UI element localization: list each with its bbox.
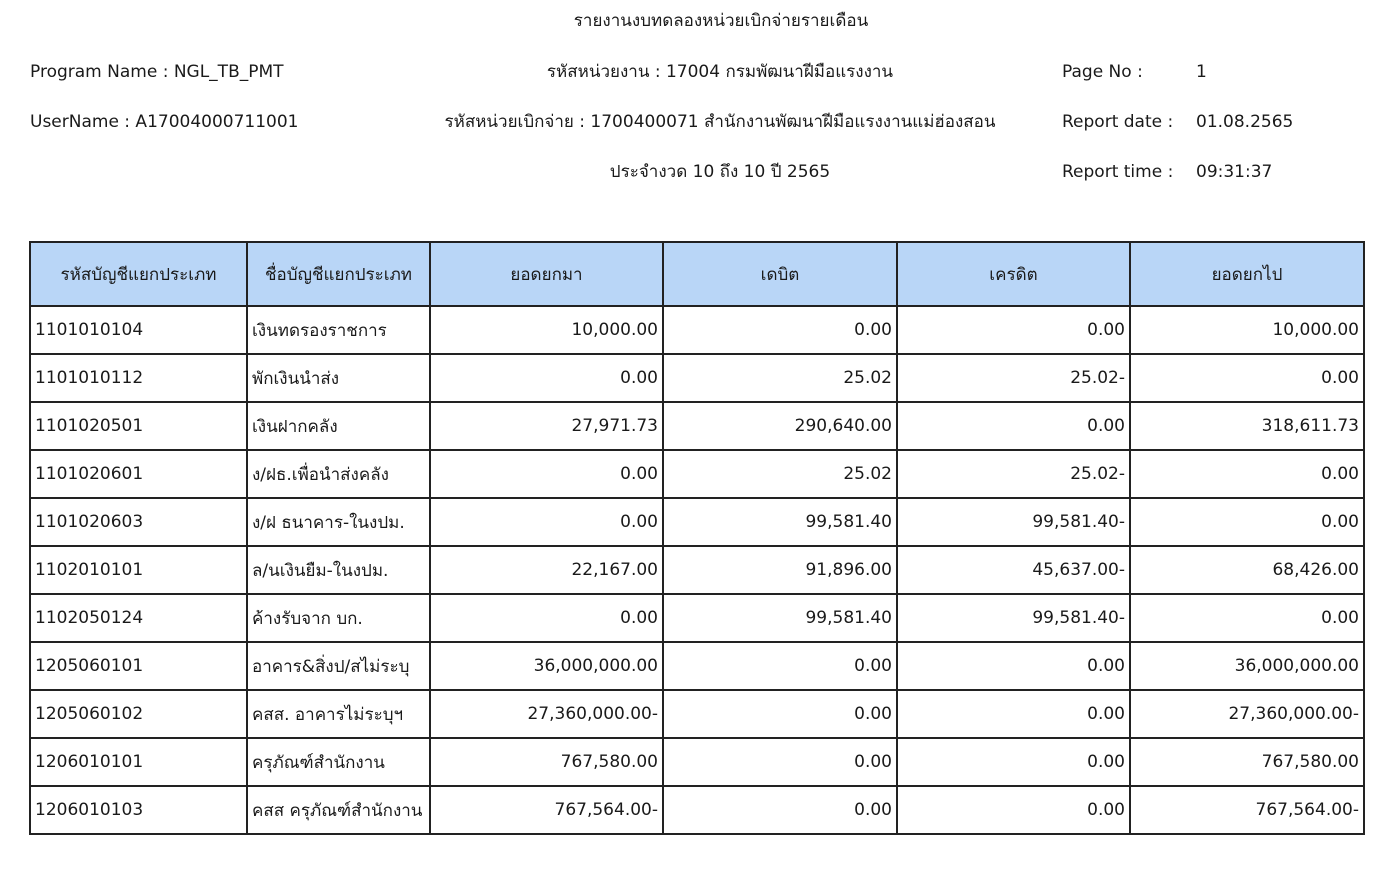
table-row <box>30 690 1364 738</box>
trial-balance-table <box>29 241 1365 835</box>
account-code-cell: 1101020603 <box>30 498 247 546</box>
brought-forward-cell: 27,971.73 <box>430 402 663 450</box>
page-no-label: Page No : <box>1062 62 1143 82</box>
debit-cell: 0.00 <box>663 306 897 354</box>
column-header-brought-forward: ยอดยกมา <box>430 242 663 306</box>
debit-cell: 25.02 <box>663 354 897 402</box>
account-code-cell: 1101010112 <box>30 354 247 402</box>
carried-forward-cell: 318,611.73 <box>1130 402 1364 450</box>
brought-forward-cell: 36,000,000.00 <box>430 642 663 690</box>
account-code-cell: 1205060102 <box>30 690 247 738</box>
program-name: Program Name : NGL_TB_PMT <box>30 62 284 82</box>
credit-cell: 0.00 <box>897 690 1130 738</box>
debit-cell: 0.00 <box>663 786 897 834</box>
carried-forward-cell: 767,564.00- <box>1130 786 1364 834</box>
credit-cell: 45,637.00- <box>897 546 1130 594</box>
account-code-cell: 1102050124 <box>30 594 247 642</box>
carried-forward-cell: 0.00 <box>1130 354 1364 402</box>
credit-cell: 99,581.40- <box>897 594 1130 642</box>
debit-cell: 25.02 <box>663 450 897 498</box>
debit-cell: 0.00 <box>663 690 897 738</box>
table-row <box>30 498 1364 546</box>
account-name-cell: ค้างรับจาก บก. <box>247 594 430 642</box>
account-name-cell: เงินฝากคลัง <box>247 402 430 450</box>
page-no-value: 1 <box>1196 62 1207 82</box>
credit-cell: 0.00 <box>897 402 1130 450</box>
account-name-cell: คสส. อาคารไม่ระบุฯ <box>247 690 430 738</box>
table-row <box>30 450 1364 498</box>
table-row <box>30 594 1364 642</box>
column-header-debit: เดบิต <box>663 242 897 306</box>
account-code-cell: 1205060101 <box>30 642 247 690</box>
report-period: ประจำงวด 10 ถึง 10 ปี 2565 <box>609 162 831 182</box>
brought-forward-cell: 767,564.00- <box>430 786 663 834</box>
account-code-cell: 1206010103 <box>30 786 247 834</box>
account-name-cell: อาคาร&สิ่งป/สไม่ระบุ <box>247 642 430 690</box>
debit-cell: 0.00 <box>663 738 897 786</box>
account-code-cell: 1101020601 <box>30 450 247 498</box>
table-row <box>30 402 1364 450</box>
account-name-cell: ง/ฝธ.เพื่อนำส่งคลัง <box>247 450 430 498</box>
disbursing-unit: รหัสหน่วยเบิกจ่าย : 1700400071 สำนักงานพัฒนาฝีมือแรงงานแม่ฮ่องสอน <box>444 112 996 132</box>
credit-cell: 0.00 <box>897 642 1130 690</box>
debit-cell: 99,581.40 <box>663 594 897 642</box>
report-date-label: Report date : <box>1062 112 1174 132</box>
carried-forward-cell: 36,000,000.00 <box>1130 642 1364 690</box>
carried-forward-cell: 0.00 <box>1130 594 1364 642</box>
account-code-cell: 1101020501 <box>30 402 247 450</box>
debit-cell: 290,640.00 <box>663 402 897 450</box>
carried-forward-cell: 0.00 <box>1130 450 1364 498</box>
agency-code: รหัสหน่วยงาน : 17004 กรมพัฒนาฝีมือแรงงาน <box>546 62 894 82</box>
debit-cell: 0.00 <box>663 642 897 690</box>
carried-forward-cell: 767,580.00 <box>1130 738 1364 786</box>
credit-cell: 25.02- <box>897 354 1130 402</box>
brought-forward-cell: 27,360,000.00- <box>430 690 663 738</box>
table-body <box>30 306 1364 834</box>
credit-cell: 25.02- <box>897 450 1130 498</box>
credit-cell: 0.00 <box>897 738 1130 786</box>
column-header-credit: เครดิต <box>897 242 1130 306</box>
account-name-cell: ล/นเงินยืม-ในงปม. <box>247 546 430 594</box>
brought-forward-cell: 767,580.00 <box>430 738 663 786</box>
credit-cell: 0.00 <box>897 306 1130 354</box>
account-name-cell: พักเงินนำส่ง <box>247 354 430 402</box>
brought-forward-cell: 22,167.00 <box>430 546 663 594</box>
brought-forward-cell: 0.00 <box>430 498 663 546</box>
table-row <box>30 354 1364 402</box>
debit-cell: 99,581.40 <box>663 498 897 546</box>
column-header-account-code: รหัสบัญชีแยกประเภท <box>30 242 247 306</box>
credit-cell: 0.00 <box>897 786 1130 834</box>
table-row <box>30 786 1364 834</box>
report-time-value: 09:31:37 <box>1196 162 1273 182</box>
report-date-value: 01.08.2565 <box>1196 112 1294 132</box>
carried-forward-cell: 0.00 <box>1130 498 1364 546</box>
account-name-cell: คสส ครุภัณฑ์สำนักงาน <box>247 786 430 834</box>
account-name-cell: ครุภัณฑ์สำนักงาน <box>247 738 430 786</box>
table-row <box>30 546 1364 594</box>
report-time-label: Report time : <box>1062 162 1174 182</box>
brought-forward-cell: 0.00 <box>430 354 663 402</box>
account-code-cell: 1206010101 <box>30 738 247 786</box>
table-row <box>30 642 1364 690</box>
debit-cell: 91,896.00 <box>663 546 897 594</box>
carried-forward-cell: 10,000.00 <box>1130 306 1364 354</box>
table-row <box>30 306 1364 354</box>
column-header-carried-forward: ยอดยกไป <box>1130 242 1364 306</box>
table-header-row <box>30 242 1364 306</box>
carried-forward-cell: 68,426.00 <box>1130 546 1364 594</box>
account-code-cell: 1101010104 <box>30 306 247 354</box>
column-header-account-name: ชื่อบัญชีแยกประเภท <box>247 242 430 306</box>
account-name-cell: เงินทดรองราชการ <box>247 306 430 354</box>
brought-forward-cell: 0.00 <box>430 450 663 498</box>
account-name-cell: ง/ฝ ธนาคาร-ในงปม. <box>247 498 430 546</box>
brought-forward-cell: 10,000.00 <box>430 306 663 354</box>
table-row <box>30 738 1364 786</box>
report-title: รายงานงบทดลองหน่วยเบิกจ่ายรายเดือน <box>573 11 869 31</box>
account-code-cell: 1102010101 <box>30 546 247 594</box>
brought-forward-cell: 0.00 <box>430 594 663 642</box>
carried-forward-cell: 27,360,000.00- <box>1130 690 1364 738</box>
credit-cell: 99,581.40- <box>897 498 1130 546</box>
user-name: UserName : A17004000711001 <box>30 112 299 132</box>
